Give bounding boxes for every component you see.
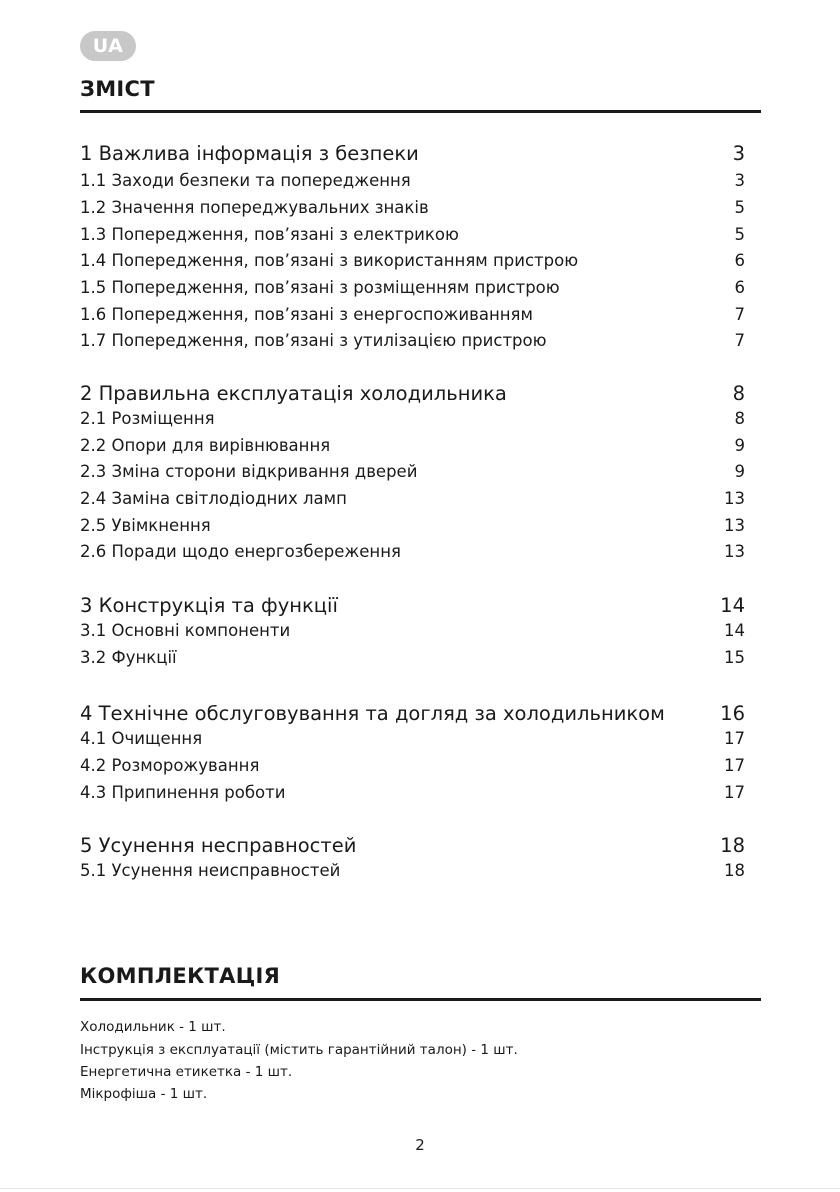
toc-subsection <box>80 278 745 297</box>
toc-entry-page: 13 <box>724 489 745 508</box>
toc-subsection <box>80 171 745 190</box>
toc-heading: ЗМІСТ <box>80 77 155 101</box>
toc-entry-page: 16 <box>720 702 745 725</box>
toc-subsection <box>80 225 745 244</box>
toc-entry-page: 5 <box>734 198 745 217</box>
toc-entry-page: 7 <box>734 331 745 350</box>
toc-entry-title: 3.2 Функції <box>80 648 177 667</box>
toc-subsection <box>80 621 745 640</box>
toc-section <box>80 142 745 165</box>
toc-entry-page: 3 <box>734 171 745 190</box>
toc-subsection <box>80 436 745 455</box>
toc-subsection <box>80 462 745 481</box>
toc-entry-title: 1.3 Попередження, пов’язані з електрикою <box>80 225 459 244</box>
contents-item: Енергетична етикетка - 1 шт. <box>80 1064 293 1080</box>
toc-section <box>80 382 745 405</box>
toc-entry-page: 18 <box>720 834 745 857</box>
toc-entry-title: 2.1 Розміщення <box>80 409 215 428</box>
toc-entry-title: 1.4 Попередження, пов’язані з використанням пристрою <box>80 251 579 270</box>
toc-subsection <box>80 861 745 880</box>
toc-subsection <box>80 648 745 667</box>
contents-item: Інструкція з експлуатації (містить гарантійний талон) - 1 шт. <box>80 1042 518 1058</box>
toc-entry-page: 5 <box>734 225 745 244</box>
toc-entry-page: 13 <box>724 516 745 535</box>
toc-section <box>80 594 745 617</box>
toc-entry-page: 15 <box>724 648 745 667</box>
toc-entry-title: 5 Усунення несправностей <box>80 834 357 857</box>
toc-heading-rule <box>80 110 761 113</box>
toc-entry-title: 4.1 Очищення <box>80 729 203 748</box>
page-number: 2 <box>415 1136 425 1154</box>
page-bottom-edge <box>0 1188 840 1189</box>
toc-section <box>80 834 745 857</box>
toc-subsection <box>80 783 745 802</box>
toc-subsection <box>80 729 745 748</box>
toc-entry-title: 5.1 Усунення неисправностей <box>80 861 341 880</box>
contents-item: Мікрофіша - 1 шт. <box>80 1086 208 1102</box>
toc-entry-title: 2.5 Увімкнення <box>80 516 211 535</box>
toc-entry-page: 17 <box>724 729 745 748</box>
toc-subsection <box>80 331 745 350</box>
toc-entry-page: 13 <box>724 542 745 561</box>
toc-entry-page: 9 <box>734 436 745 455</box>
toc-entry-title: 1.1 Заходи безпеки та попередження <box>80 171 411 190</box>
toc-subsection <box>80 489 745 508</box>
toc-entry-title: 4.3 Припинення роботи <box>80 783 286 802</box>
toc-entry-title: 3.1 Основні компоненти <box>80 621 291 640</box>
toc-entry-title: 1.5 Попередження, пов’язані з розміщенням пристрою <box>80 278 560 297</box>
toc-section <box>80 702 745 725</box>
toc-entry-page: 8 <box>732 382 745 405</box>
contents-item: Холодильник - 1 шт. <box>80 1019 226 1035</box>
toc-entry-title: 2.2 Опори для вирівнювання <box>80 436 331 455</box>
contents-heading-rule <box>80 998 761 1001</box>
toc-entry-page: 7 <box>734 305 745 324</box>
toc-entry-page: 8 <box>734 409 745 428</box>
toc-entry-page: 18 <box>724 861 745 880</box>
toc-subsection <box>80 516 745 535</box>
language-badge: UA <box>80 31 136 61</box>
toc-entry-page: 3 <box>732 142 745 165</box>
toc-entry-title: 4 Технічне обслуговування та догляд за холодильником <box>80 702 665 725</box>
toc-entry-title: 1.2 Значення попереджувальних знаків <box>80 198 429 217</box>
toc-subsection <box>80 756 745 775</box>
toc-entry-title: 2.3 Зміна сторони відкривання дверей <box>80 462 418 481</box>
toc-entry-title: 2.6 Поради щодо енергозбереження <box>80 542 401 561</box>
toc-entry-title: 2.4 Заміна світлодіодних ламп <box>80 489 347 508</box>
toc-subsection <box>80 198 745 217</box>
toc-entry-title: 1.7 Попередження, пов’язані з утилізацією пристрою <box>80 331 547 350</box>
toc-entry-page: 14 <box>724 621 745 640</box>
toc-entry-title: 2 Правильна експлуатація холодильника <box>80 382 507 405</box>
toc-entry-page: 17 <box>724 783 745 802</box>
toc-entry-page: 6 <box>734 278 745 297</box>
toc-entry-page: 14 <box>720 594 745 617</box>
toc-entry-page: 6 <box>734 251 745 270</box>
toc-entry-title: 1.6 Попередження, пов’язані з енергоспоживанням <box>80 305 533 324</box>
toc-subsection <box>80 305 745 324</box>
toc-entry-page: 17 <box>724 756 745 775</box>
toc-entry-title: 4.2 Розморожування <box>80 756 260 775</box>
toc-entry-title: 1 Важлива інформація з безпеки <box>80 142 419 165</box>
toc-subsection <box>80 251 745 270</box>
contents-heading: КОМПЛЕКТАЦІЯ <box>80 964 281 988</box>
toc-entry-page: 9 <box>734 462 745 481</box>
toc-subsection <box>80 542 745 561</box>
toc-entry-title: 3 Конструкція та функції <box>80 594 338 617</box>
toc-subsection <box>80 409 745 428</box>
